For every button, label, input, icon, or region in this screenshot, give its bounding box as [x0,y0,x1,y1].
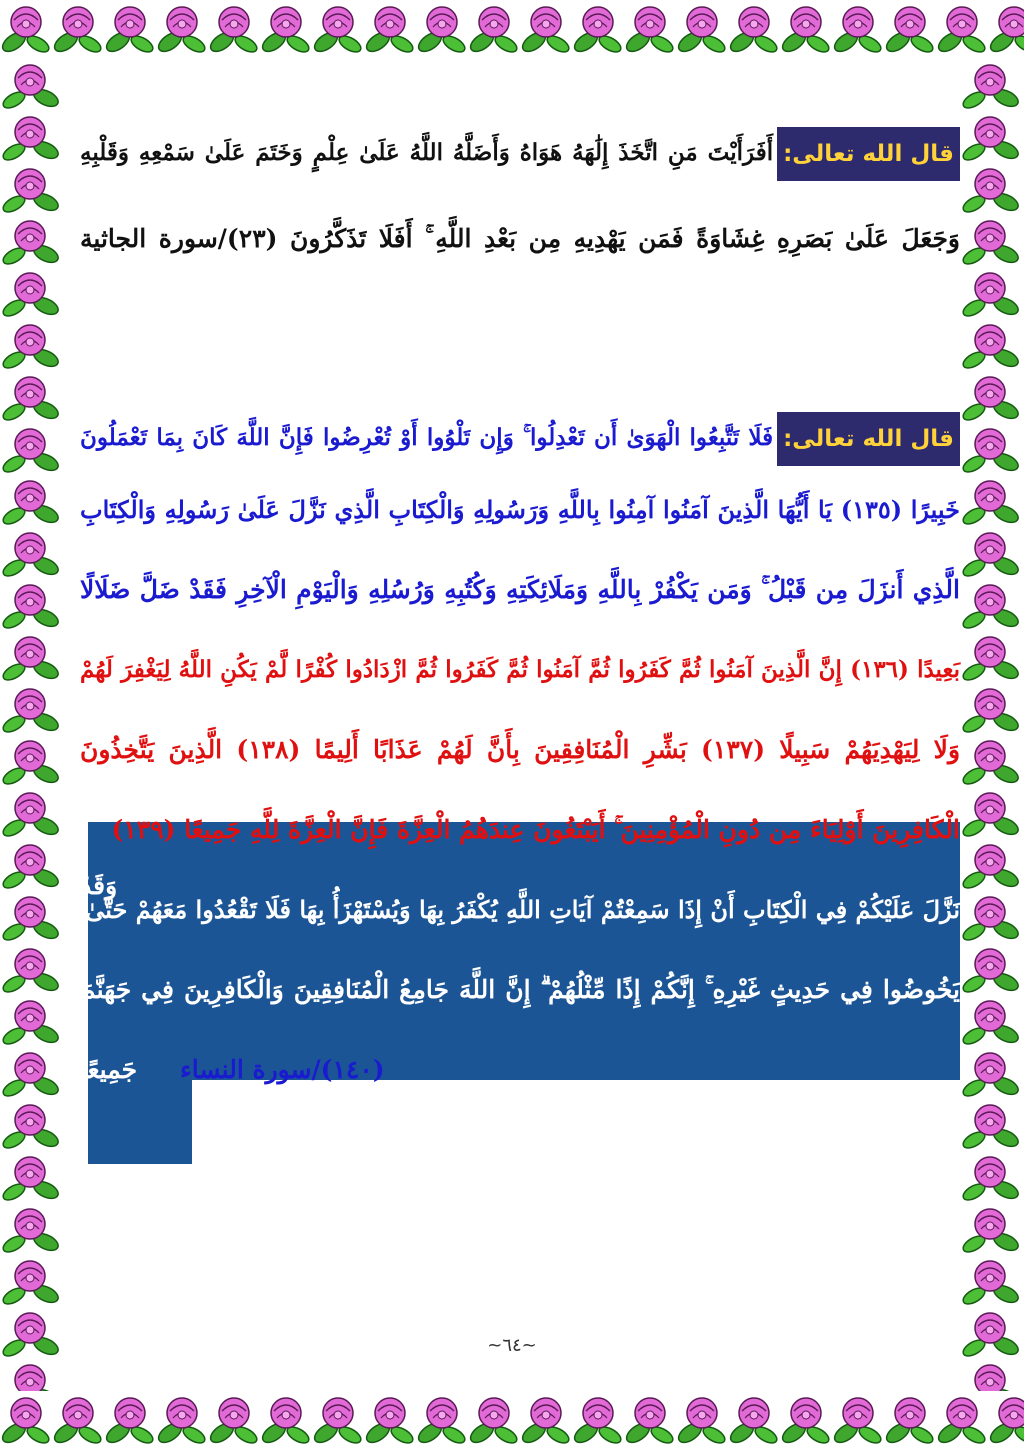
floral-pattern-top-icon [0,0,1024,58]
floral-border-left [0,58,64,1391]
verse-line: خَبِيرًا (١٣٥) يَا أَيُّهَا الَّذِينَ آمَنُوا آمِنُوا بِاللَّهِ وَرَسُولِهِ وَالْكِتَابِ الَّذِي نَزَّلَ عَلَىٰ رَسُولِهِ وَالْكِتَابِ [80,495,960,524]
verse-label: قال الله تعالى: [777,127,960,181]
verse-line [80,410,960,466]
verse-text: جَمِيعًا [80,1055,138,1084]
floral-pattern-bottom-icon [0,1391,1024,1449]
verse-line: وَجَعَلَ عَلَىٰ بَصَرِهِ غِشَاوَةً فَمَن يَهْدِيهِ مِن بَعْدِ اللَّهِ ۚ أَفَلَا تَذَكَّرُونَ (٢٣)/سورة الجاثية [80,224,960,253]
verse-text: الْكَافِرِينَ أَوْلِيَاءَ مِن دُونِ الْمُؤْمِنِينَ ۚ أَيَبْتَغُونَ عِندَهُمُ الْعِزَّةَ فَإِنَّ الْعِزَّةَ لِلَّهِ جَمِيعًا (١٣٩) [111,815,960,844]
floral-border-bottom [0,1391,1024,1449]
verse-line: بَعِيدًا (١٣٦) إِنَّ الَّذِينَ آمَنُوا ثُمَّ كَفَرُوا ثُمَّ آمَنُوا ثُمَّ كَفَرُوا ثُمَّ ازْدَادُوا كُفْرًا لَّمْ يَكُنِ اللَّهُ لِيَغْفِرَ لَهُمْ [80,656,960,683]
passage-al-jathiya [80,125,960,267]
passage-an-nisa [80,410,960,1098]
floral-border-right [960,58,1024,1391]
verse-line [80,125,960,181]
verse-line: وَلَا لِيَهْدِيَهُمْ سَبِيلًا (١٣٧) بَشِّرِ الْمُنَافِقِينَ بِأَنَّ لَهُمْ عَذَابًا أَلِيمًا (١٣٨) الَّذِينَ يَتَّخِذُونَ [80,735,961,764]
floral-pattern-right-icon [960,58,1024,1391]
verse-text: (١٤٠)/سورة النساء [180,1055,385,1084]
floral-border-top [0,0,1024,58]
verse-label: قال الله تعالى: [777,412,960,466]
floral-pattern-left-icon [0,58,64,1391]
verse-line [80,802,960,900]
verse-line: يَخُوضُوا فِي حَدِيثٍ غَيْرِهِ ۚ إِنَّكُمْ إِذًا مِّثْلُهُمْ ۗ إِنَّ اللَّهَ جَامِعُ الْمُنَافِقِينَ وَالْكَافِرِينَ فِي جَهَنَّمَ [80,975,960,1004]
verse-text: فَلَا تَتَّبِعُوا الْهَوَىٰ أَن تَعْدِلُوا ۚ وَإِن تَلْوُوا أَوْ تُعْرِضُوا فَإِنَّ اللَّهَ كَانَ بِمَا تَعْمَلُونَ [80,424,774,451]
verse-line: الَّذِي أَنزَلَ مِن قَبْلُ ۚ وَمَن يَكْفُرْ بِاللَّهِ وَمَلَائِكَتِهِ وَكُتُبِهِ وَرُسُلِهِ وَالْيَوْمِ الْآخِرِ فَقَدْ ضَلَّ ضَلَالًا [80,575,960,604]
page-number: ~٦٤~ [487,1335,537,1356]
verse-text: وَقَدْ [80,871,118,900]
verse-text: أَفَرَأَيْتَ مَنِ اتَّخَذَ إِلَٰهَهُ هَوَاهُ وَأَضَلَّهُ اللَّهُ عَلَىٰ عِلْمٍ وَخَتَمَ عَلَىٰ سَمْعِهِ وَقَلْبِهِ [80,139,774,166]
verse-line [80,1042,960,1098]
verse-line: نَزَّلَ عَلَيْكُمْ فِي الْكِتَابِ أَنْ إِذَا سَمِعْتُمْ آيَاتِ اللَّهِ يُكْفَرُ بِهَا وَيُسْتَهْزَأُ بِهَا فَلَا تَقْعُدُوا مَعَهُمْ حَتَّىٰ [85,895,960,924]
